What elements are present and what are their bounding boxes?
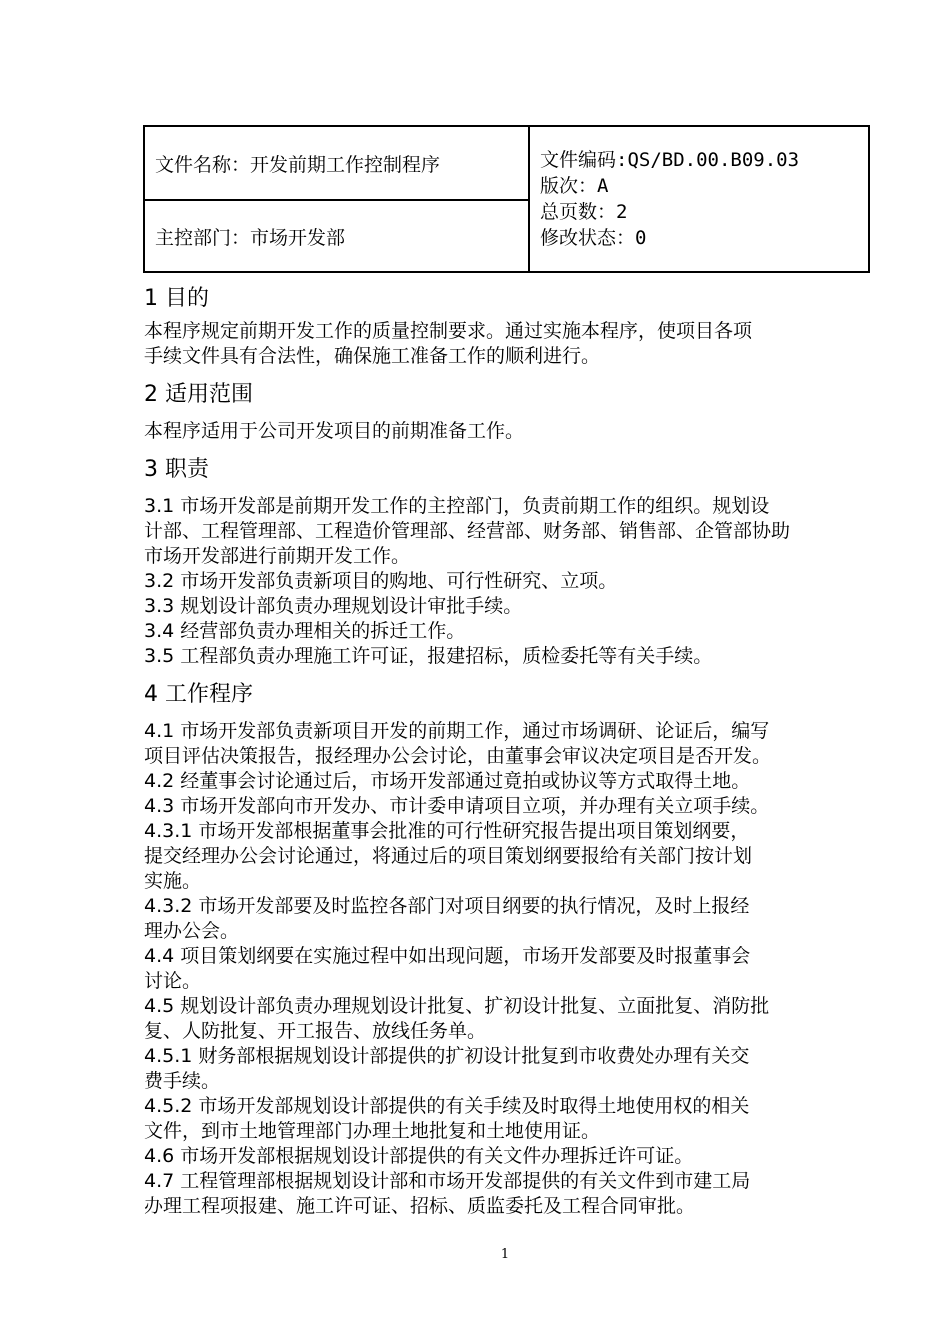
item-text: 财务部根据规划设计部提供的扩初设计批复到市收费处办理有关交 [198, 1045, 750, 1067]
list-item [144, 819, 884, 844]
item-number: 4.3.1 [144, 820, 193, 842]
list-item-continued: 费手续。 [144, 1070, 221, 1092]
list-item [144, 769, 884, 794]
section-scope [144, 379, 884, 444]
list-item [144, 894, 884, 919]
list-item-continued: 理办公会。 [144, 920, 240, 942]
document-body [144, 283, 884, 1219]
section-title: 2 适用范围 [144, 382, 253, 407]
item-text: 规划设计部负责办理规划设计批复、扩初设计批复、立面批复、消防批 [180, 995, 770, 1017]
doc-name-cell [144, 126, 529, 200]
item-number: 3.4 [144, 620, 175, 642]
item-text: 经营部负责办理相关的拆迁工作。 [180, 620, 466, 642]
section-responsibilities [144, 454, 884, 669]
doc-version: 版次：A [540, 175, 609, 197]
item-text: 市场开发部根据规划设计部提供的有关文件办理拆迁许可证。 [180, 1145, 694, 1167]
list-item-continued: 办理工程项报建、施工许可证、招标、质监委托及工程合同审批。 [144, 1195, 696, 1217]
item-number: 4.3 [144, 795, 175, 817]
item-number: 4.5.1 [144, 1045, 193, 1067]
document-header-table [143, 125, 870, 273]
list-item [144, 794, 884, 819]
list-item-continued: 提交经理办公会讨论通过，将通过后的项目策划纲要报给有关部门按计划 [144, 845, 753, 867]
list-item [144, 1144, 884, 1169]
item-number: 4.6 [144, 1145, 175, 1167]
list-item [144, 1169, 884, 1194]
item-text: 规划设计部负责办理规划设计审批手续。 [180, 595, 523, 617]
item-text: 市场开发部负责新项目的购地、可行性研究、立项。 [180, 570, 618, 592]
list-item [144, 569, 884, 594]
doc-info-cell [529, 126, 869, 272]
doc-revision: 修改状态：0 [540, 227, 647, 249]
list-item [144, 619, 884, 644]
item-text: 市场开发部负责新项目开发的前期工作，通过市场调研、论证后，编写 [180, 720, 770, 742]
list-item-continued: 文件，到市土地管理部门办理土地批复和土地使用证。 [144, 1120, 601, 1142]
item-number: 4.1 [144, 720, 175, 742]
list-item [144, 719, 884, 744]
item-number: 3.3 [144, 595, 175, 617]
list-item-continued: 复、人防批复、开工报告、放线任务单。 [144, 1020, 487, 1042]
paragraph-line: 本程序适用于公司开发项目的前期准备工作。 [144, 420, 525, 442]
item-text: 市场开发部规划设计部提供的有关手续及时取得土地使用权的相关 [198, 1095, 750, 1117]
dept: 主控部门：市场开发部 [155, 226, 346, 249]
list-item [144, 994, 884, 1019]
section-title: 4 工作程序 [144, 682, 253, 707]
dept-cell [144, 200, 529, 272]
item-number: 3.2 [144, 570, 175, 592]
doc-name: 文件名称：开发前期工作控制程序 [155, 153, 441, 176]
section-title: 1 目的 [144, 286, 209, 311]
paragraph-line: 手续文件具有合法性，确保施工准备工作的顺利进行。 [144, 345, 601, 367]
item-text: 市场开发部根据董事会批准的可行性研究报告提出项目策划纲要， [198, 820, 750, 842]
list-item [144, 594, 884, 619]
item-text: 市场开发部向市开发办、市计委申请项目立项，并办理有关立项手续。 [180, 795, 770, 817]
list-item-continued: 市场开发部进行前期开发工作。 [144, 545, 411, 567]
item-number: 4.4 [144, 945, 175, 967]
item-text: 经董事会讨论通过后，市场开发部通过竟拍或协议等方式取得土地。 [180, 770, 751, 792]
page-number: 1 [500, 1247, 510, 1262]
list-item-continued: 实施。 [144, 870, 202, 892]
item-number: 4.2 [144, 770, 175, 792]
item-text: 项目策划纲要在实施过程中如出现问题，市场开发部要及时报董事会 [180, 945, 751, 967]
doc-total-pages: 总页数：2 [540, 201, 628, 223]
section-procedure [144, 679, 884, 1219]
item-text: 市场开发部是前期开发工作的主控部门，负责前期工作的组织。规划设 [180, 495, 770, 517]
item-text: 市场开发部要及时监控各部门对项目纲要的执行情况，及时上报经 [198, 895, 750, 917]
paragraph-line: 本程序规定前期开发工作的质量控制要求。通过实施本程序，使项目各项 [144, 320, 753, 342]
list-item-continued: 项目评估决策报告，报经理办公会讨论，由董事会审议决定项目是否开发。 [144, 745, 772, 767]
section-title: 3 职责 [144, 457, 209, 482]
list-item-continued: 计部、工程管理部、工程造价管理部、经营部、财务部、销售部、企管部协助 [144, 520, 791, 542]
item-text: 工程管理部根据规划设计部和市场开发部提供的有关文件到市建工局 [180, 1170, 751, 1192]
item-number: 4.5 [144, 995, 175, 1017]
list-item [144, 494, 884, 519]
item-number: 4.5.2 [144, 1095, 193, 1117]
section-purpose [144, 283, 884, 369]
list-item-continued: 讨论。 [144, 970, 202, 992]
item-number: 4.3.2 [144, 895, 193, 917]
list-item [144, 1094, 884, 1119]
list-item [144, 944, 884, 969]
item-number: 3.5 [144, 645, 175, 667]
item-number: 3.1 [144, 495, 175, 517]
item-text: 工程部负责办理施工许可证，报建招标，质检委托等有关手续。 [180, 645, 713, 667]
list-item [144, 1044, 884, 1069]
item-number: 4.7 [144, 1170, 175, 1192]
list-item [144, 644, 884, 669]
doc-code: 文件编码:QS/BD.00.B09.03 [540, 149, 800, 171]
